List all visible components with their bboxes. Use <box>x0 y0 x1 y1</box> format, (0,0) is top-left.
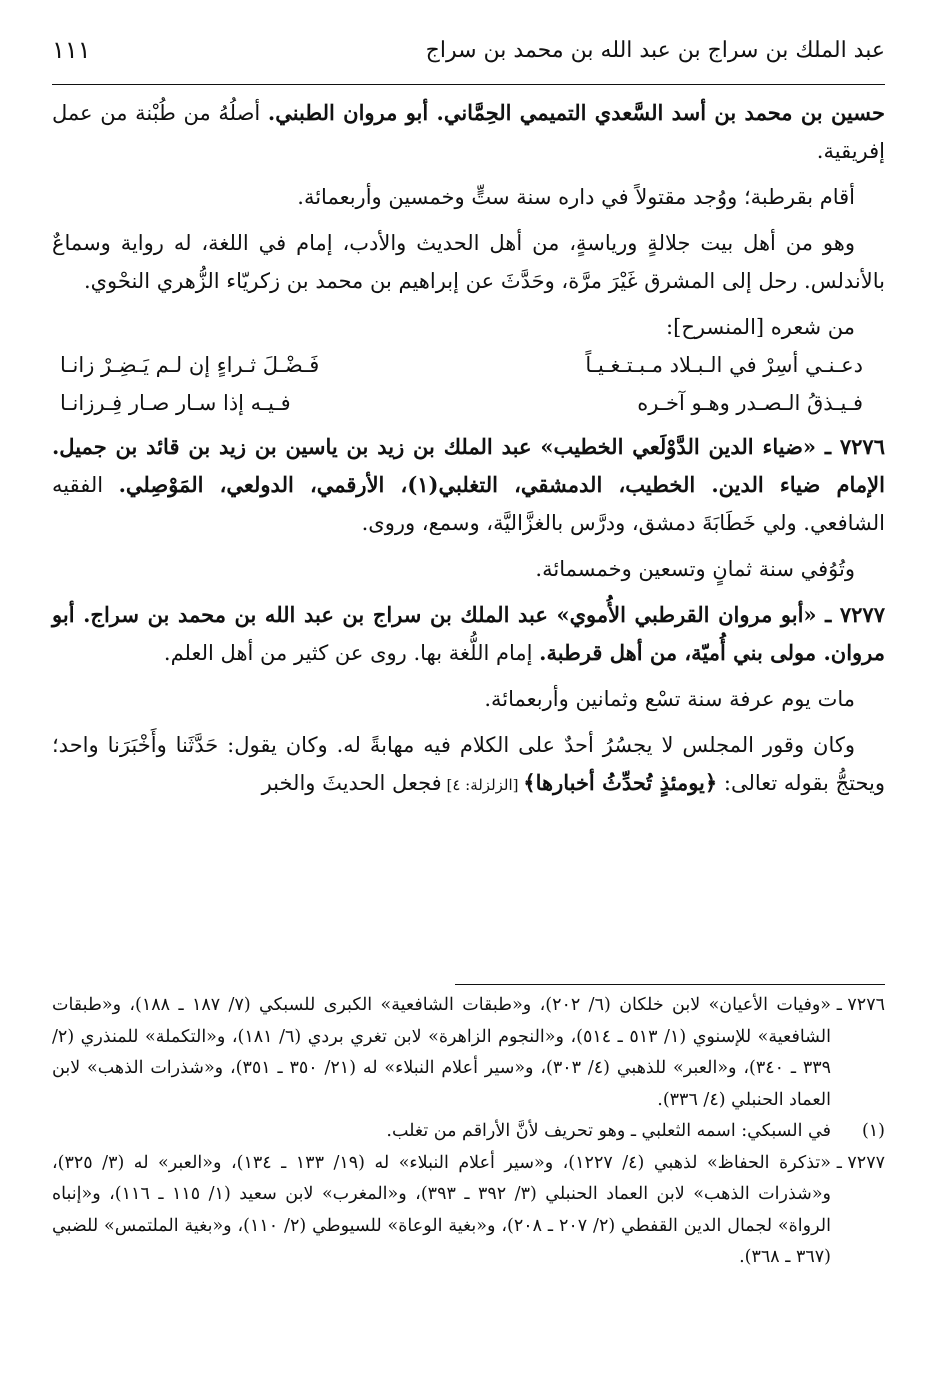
footnote-number: ٧٢٧٧ ـ <box>836 1152 885 1173</box>
paragraph-entry-intro <box>52 94 885 170</box>
paragraph-text: وكان وقور المجلس لا يجسُرُ أحدٌ على الكلام فيه مهابةً له. وكان يقول: حَدَّثَنا وأَخْبَرَنا واحد؛ ويحتجُّ بقوله تعالى: <box>52 733 885 795</box>
header-rule <box>52 84 885 85</box>
page-number: ١١١ <box>52 36 91 64</box>
footnote <box>52 1148 885 1274</box>
footnote-text: في السبكي: اسمه الثعلبي ـ وهو تحريف لأنَّ الأراقم من تغلب. <box>386 1121 831 1141</box>
entry-heading: ٧٢٧٦ ـ «ضياء الدين الدَّوْلَعي الخطيب» عبد الملك بن زيد بن ياسين بن زيد بن قائد بن جميل. الإمام ضياء الدين. الخطيب، الدمشقي، التغلبي(١)، الأرقمي، الدولعي، المَوْصِلي. <box>52 434 885 497</box>
verse-hemistich: فَـضْـلَ ثـراءٍ إن لـم يَـضِـرْ زانـا <box>60 353 320 377</box>
quran-reference: [الزلزلة: ٤] <box>441 776 524 794</box>
footnote-number: ٧٢٧٦ ـ <box>836 995 885 1015</box>
entry-body: إمام اللُّغة بها. روى عن كثير من أهل العلم. <box>163 641 540 665</box>
entry-7277 <box>52 596 885 672</box>
paragraph-biography: وهو من أهل بيت جلالةٍ ورياسةٍ، من أهل الحديث والأدب، إمام في اللغة، له رواية وسماعٌ بالأندلس. رحل إلى المشرق غَيْرَ مرَّة، وحَدَّثَ عن إبراهيم بن محمد بن زكريّاء الزُّهري النحْوي. <box>52 231 885 293</box>
poetry-intro: من شعره [المنسرح]: <box>666 315 855 339</box>
verse-hemistich: دعـنـي أسِرْ في الـبـلاد مـبـتـغـيـاً <box>585 353 863 377</box>
footnote-rule <box>455 984 885 985</box>
footnote-text: «تذكرة الحفاظ» لذهبي (٤/ ١٢٢٧)، و«سير أعلام النبلاء» له (١٩/ ١٣٣ ـ ١٣٤)، و«العبر» له (٣/ ٣٢٥)، و«شذرات الذهب» لابن العماد الحنبلي (٣/ ٣٩٢ ـ ٣٩٣)، و«المغرب» لابن سعيد (١/ ١١٥ ـ ١١٦)، و«إنباه الرواة» لجمال الدين القفطي (٢/ ٢٠٧ ـ ٢٠٨)، و«بغية الوعاة» للسيوطي (٢/ ١١٠)، و«بغية الملتمس» للضبي (٣٦٧ ـ ٣٦٨). <box>52 1152 831 1267</box>
footnote <box>52 990 885 1116</box>
entry-origin: أصلُهُ من طُبْنة من عمل إفريقية. <box>52 101 885 163</box>
entry-names: حسين بن محمد بن أسد السَّعدي التميمي الحِمَّاني. أبو مروان الطبني. <box>267 100 885 125</box>
entry-heading: ٧٢٧٧ ـ «أبو مروان القرطبي الأُموي» عبد الملك بن سراج بن عبد الله بن محمد بن سراج. أبو مروان. مولى بني أُميّة، من أهل قرطبة. <box>52 602 885 665</box>
quran-quote: ﴿يومئذٍ تُحدِّثُ أخبارها﴾ <box>523 770 718 795</box>
footnotes <box>52 990 885 1274</box>
poem-verse <box>52 346 885 384</box>
entry-7277-death: مات يوم عرفة سنة تسْع وثمانين وأربعمائة. <box>484 687 855 711</box>
verse-hemistich: فـيـذقُ الـصـدر وهـو آخـره <box>637 391 863 415</box>
footnote-number: (١) <box>861 1121 885 1141</box>
verse-hemistich: فـيـه إذا سـار صـار فِـرزانـا <box>60 391 291 415</box>
paragraph-text: فجعل الحديثَ والخبر <box>261 771 442 795</box>
entry-7276-death: وتُوُفي سنة ثمانٍ وتسعين وخمسمائة. <box>535 557 855 581</box>
entry-7276 <box>52 428 885 542</box>
header-title: عبد الملك بن سراج بن عبد الله بن محمد بن سراج <box>425 38 885 63</box>
poem-verse <box>52 384 885 422</box>
entry-body: الفقيه الشافعي. ولي خَطَابَةَ دمشق، ودرَّس بالغزَّاليَّة، وسمع، وروى. <box>52 473 885 535</box>
footnote-text: «وفيات الأعيان» لابن خلكان (٦/ ٢٠٢)، و«طبقات الشافعية» الكبرى للسبكي (٧/ ١٨٧ ـ ١٨٨)، و«طبقات الشافعية» للإسنوي (١/ ٥١٣ ـ ٥١٤)، و«النجوم الزاهرة» لابن تغري بردي (٦/ ١٨١)، و«التكملة» للمنذري (٢/ ٣٣٩ ـ ٣٤٠)، و«العبر» للذهبي (٤/ ٣٠٣)، و«سير أعلام النبلاء» له (٢١/ ٣٥٠ ـ ٣٥١)، و«شذرات الذهب» لابن العماد الحنبلي (٤/ ٣٣٦). <box>52 995 832 1110</box>
paragraph-residence: أقام بقرطبة؛ ووُجد مقتولاً في داره سنة ستٍّ وخمسين وأربعمائة. <box>297 185 855 209</box>
paragraph-continued <box>52 726 885 804</box>
main-text <box>52 94 885 812</box>
footnote <box>52 1116 885 1148</box>
running-header <box>52 32 885 86</box>
